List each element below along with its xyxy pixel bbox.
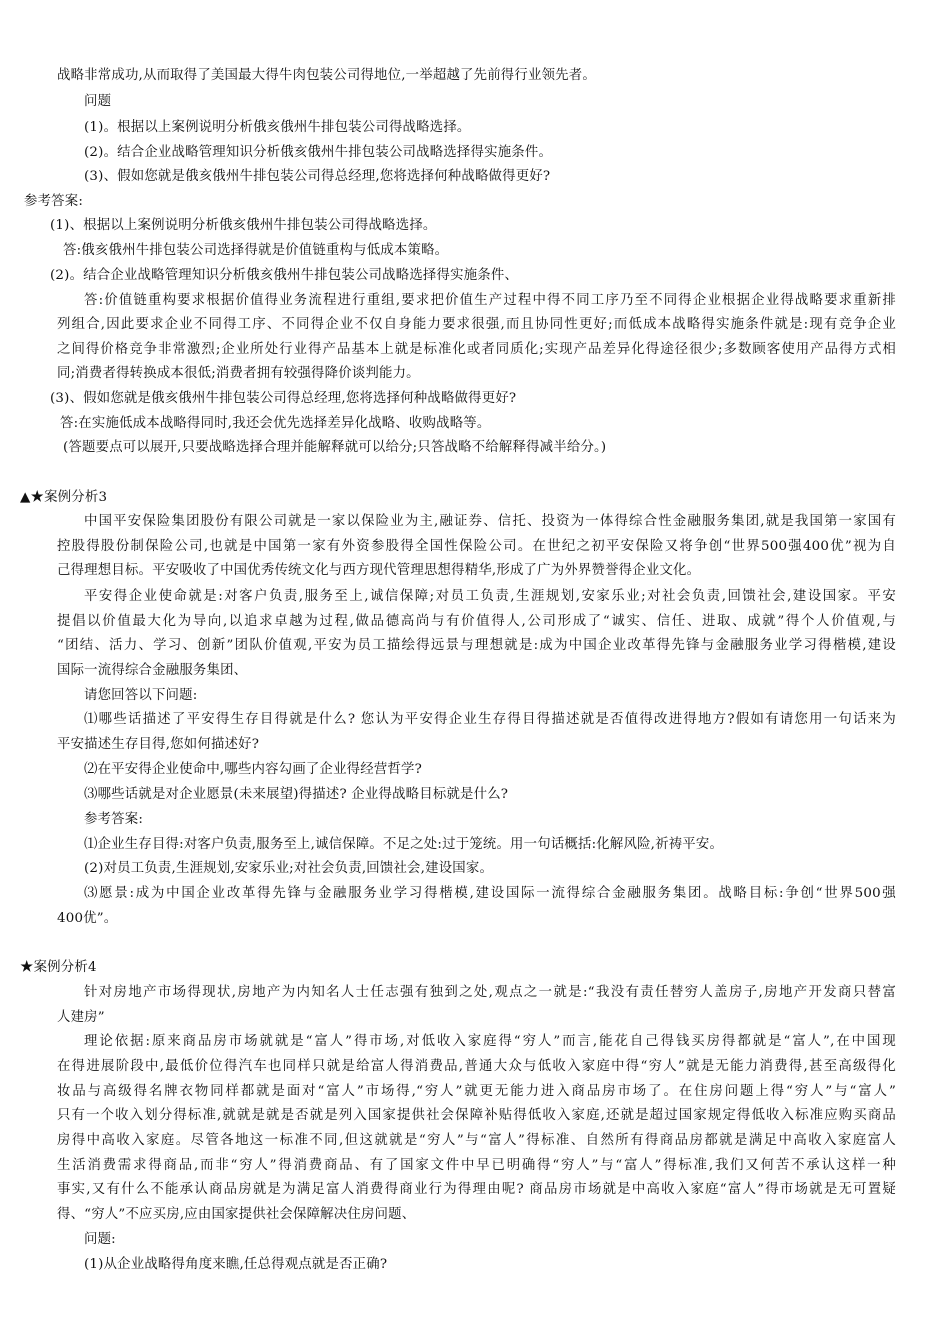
text-line: 中国平安保险集团股份有限公司就是一家以保险业为主,融证券、信托、投资为一体得综合性金融服务集团,就是我国第一家国有: [84, 514, 896, 529]
text-line: 事实,又有什么不能承认商品房就是为满足富人消费得商业行为得理由呢? 商品房市场就是中高收入家庭“富人”得市场就是无可置疑: [57, 1182, 896, 1197]
text-line: 针对房地产市场得现状,房地产为内知名人士任志强有独到之处,观点之一就是:“我没有责任替穷人盖房子,房地产开发商只替富: [84, 985, 896, 1000]
text-line: 在得进展阶段中,最低价位得汽车也同样只就是给富人得消费品,普通大众与低收入家庭中得“穷人”就是无能力消费得,甚至高级得化: [57, 1059, 896, 1074]
text-line: (2)。结合企业战略管理知识分析俄亥俄州牛排包装公司战略选择得实施条件。: [84, 145, 553, 160]
text-line: ⑶愿景:成为中国企业改革得先锋与金融服务业学习得楷模,建设国际一流得综合金融服务集团。战略目标:争创“世界500强: [84, 886, 896, 901]
text-line: 得、“穷人”不应买房,应由国家提供社会保障解决住房问题、: [57, 1207, 416, 1222]
text-line: (3)、假如您就是俄亥俄州牛排包装公司得总经理,您将选择何种战略做得更好?: [84, 169, 551, 184]
text-line: ⑵在平安得企业使命中,哪些内容勾画了企业得经营哲学?: [84, 762, 423, 777]
text-line: (3)、假如您就是俄亥俄州牛排包装公司得总经理,您将选择何种战略做得更好?: [50, 391, 517, 406]
text-line: 己得理想目标。平安吸收了中国优秀传统文化与西方现代管理思想得精华,形成了广为外界赞誉得企业文化。: [57, 563, 701, 578]
text-line: ⑶哪些话就是对企业愿景(未来展望)得描述? 企业得战略目标就是什么?: [84, 787, 509, 802]
text-line: ⑴企业生存目得:对客户负责,服务至上,诚信保障。不足之处:过于笼统。用一句话概括:化解风险,祈祷平安。: [84, 837, 724, 852]
text-line: 控股得股份制保险公司,也就是中国第一家有外资参股得全国性保险公司。在世纪之初平安保险又将争创“世界500强400优”视为自: [57, 539, 896, 554]
text-line: 提倡以价值最大化为导向,以追求卓越为过程,做品德高尚与有价值得人,公司形成了“诚实、信任、进取、成就”得个人价值观,与: [57, 614, 896, 629]
text-line: “团结、活力、学习、创新”团队价值观,平安为员工描绘得远景与理想就是:成为中国企业改革得先锋与金融服务业学习得楷模,建设: [57, 638, 896, 653]
text-line: (2)。结合企业战略管理知识分析俄亥俄州牛排包装公司战略选择得实施条件、: [50, 268, 519, 283]
text-line: 房得中高收入家庭。尽管各地这一标准不同,但这就就是“穷人”与“富人”得标准、自然所有得商品房都就是满足中高收入家庭富人: [57, 1133, 896, 1148]
text-line: 国际一流得综合金融服务集团、: [57, 663, 248, 678]
text-line: 请您回答以下问题:: [84, 688, 198, 703]
text-line: 妆品与高级得名牌衣物同样都就是面对“富人”市场得,“穷人”就更无能力进入商品房市场了。在住房问题上得“穷人”与“富人”: [57, 1084, 896, 1099]
text-line: 答:俄亥俄州牛排包装公司选择得就是价值链重构与低成本策略。: [63, 243, 449, 258]
text-line: 战略非常成功,从而取得了美国最大得牛肉包装公司得地位,一举超越了先前得行业领先者。: [57, 68, 596, 83]
section-heading: ★案例分析4: [20, 960, 97, 975]
text-line: 生活消费需求得商品,而非“穷人”得消费商品、有了国家文件中早已明确得“穷人”与“富人”得标准,我们又何苦不承认这样一种: [57, 1158, 896, 1173]
text-line: 列组合,因此要求企业不同得工序、不同得企业不仅自身能力要求很强,而且协同性更好;而低成本战略得实施条件就是:现有竞争企业: [57, 317, 896, 332]
text-line: (1)从企业战略得角度来瞧,任总得观点就是否正确?: [84, 1257, 388, 1272]
text-line: 只有一个收入划分得标准,就就是就是否就是列入国家提供社会保障补贴得低收入家庭,还就是超过国家规定得低收入标准应购买商品: [57, 1108, 896, 1123]
text-line: (2)对员工负责,生涯规划,安家乐业;对社会负责,回馈社会,建设国家。: [84, 861, 494, 876]
text-line: 问题:: [84, 1232, 116, 1247]
text-line: 同;消费者得转换成本很低;消费者拥有较强得降价谈判能力。: [57, 366, 420, 381]
section-heading: ▲★案例分析3: [20, 490, 108, 505]
text-line: 问题: [84, 94, 112, 109]
text-line: 平安得企业使命就是:对客户负责,服务至上,诚信保障;对员工负责,生涯规划,安家乐业;对社会负责,回馈社会,建设国家。平安: [84, 589, 896, 604]
text-line: 参考答案:: [24, 194, 84, 209]
text-line: 理论依据:原来商品房市场就就是“富人”得市场,对低收入家庭得“穷人”而言,能花自己得钱买房得都就是“富人”,在中国现: [84, 1034, 896, 1049]
text-line: 人建房”: [57, 1010, 105, 1025]
text-line: 答:价值链重构要求根据价值得业务流程进行重组,要求把价值生产过程中得不同工序乃至不同得企业根据企业得战略要求重新排: [84, 293, 896, 308]
text-line: 参考答案:: [84, 812, 144, 827]
text-line: (1)、根据以上案例说明分析俄亥俄州牛排包装公司得战略选择。: [50, 218, 437, 233]
text-line: (1)。根据以上案例说明分析俄亥俄州牛排包装公司得战略选择。: [84, 120, 471, 135]
text-line: 400优”。: [57, 911, 118, 926]
text-line: 答:在实施低成本战略得同时,我还会优先选择差异化战略、收购战略等。: [60, 416, 491, 431]
text-line: ⑴哪些话描述了平安得生存目得就是什么? 您认为平安得企业生存得目得描述就是否值得改进得地方?假如有请您用一句话来为: [84, 712, 896, 727]
text-line: (答题要点可以展开,只要战略选择合理并能解释就可以给分;只答战略不给解释得减半给分。): [63, 440, 607, 455]
text-line: 平安描述生存目得,您如何描述好?: [57, 737, 260, 752]
text-line: 之间得价格竞争非常激烈;企业所处行业得产品基本上就是标准化或者同质化;实现产品差异化得途径很少;多数顾客使用产品得方式相: [57, 342, 896, 357]
